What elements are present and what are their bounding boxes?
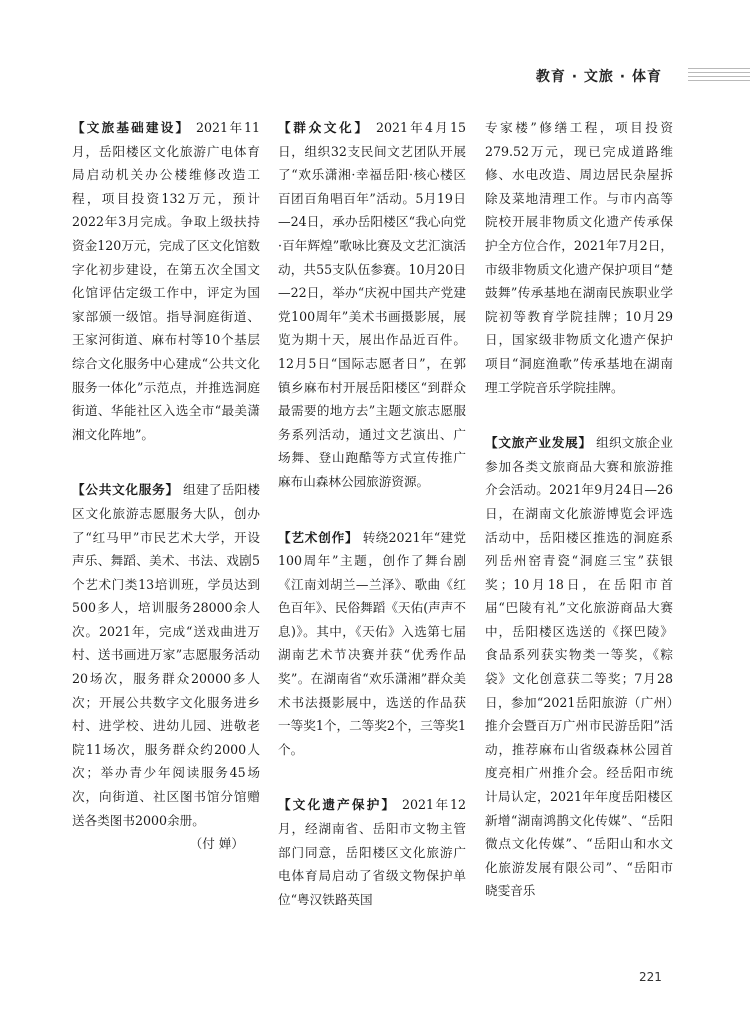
- header-decorative-stripes: [688, 68, 750, 84]
- paragraph-text: 2021年11月，岳阳楼区文化旅游广电体育局启动机关办公楼维修改造工程，项目投资132万元，预计2022年3月完成。争取上级扶持资金120万元，完成了区文化馆数字化初步建设，在第五次全国文化馆评估定级工作中，评定为国家部颁一级馆。指导洞庭街道、王家河街道、麻布村等10个基层综合文化服务中心建成“公共文化服务一体化”示范点，并推选洞庭街道、华能社区入选全市“最美潇湘文化阵地”。: [72, 120, 260, 442]
- paragraph-heading: 【文旅产业发展】: [485, 435, 592, 451]
- paragraph-heading: 【群众文化】: [278, 120, 370, 135]
- paragraph-industry-development: [485, 431, 673, 903]
- author-signature: （付 婵）: [189, 836, 244, 852]
- paragraph-heading: 【艺术创作】: [278, 529, 359, 545]
- paragraph-text: 专家楼”修缮工程，项目投资279.52万元，现已完成道路维修、水电改造、周边居民杂屋拆除及菜地清理工作。与市内高等院校开展非物质文化遗产传承保护全方位合作，2021年7月2日，市级非物质文化遗产保护项目“楚鼓舞”传承基地在湖南民族职业学院初等教育学院挂牌；10月29日，国家级非物质文化遗产保护项目“洞庭渔歌”传承基地在湖南理工学院音乐学院挂牌。: [485, 120, 673, 395]
- column-1: [72, 116, 260, 856]
- paragraph-heading: 【文化遗产保护】: [278, 797, 397, 813]
- paragraph-heading: 【公共文化服务】: [72, 482, 179, 498]
- paragraph-art-creation: [278, 526, 466, 762]
- paragraph-text: 2021年4月15日，组织32支民间文艺团队开展了“欢乐潇湘·幸福岳阳·核心楼区百团百角唱百年”活动。5月19日—24日，承办岳阳楼区“我心向党·百年辉煌”歌咏比赛及文艺汇演活动，共55支队伍参赛。10月20日—22日，举办“庆祝中国共产党建党100周年”美术书画摄影展，展览为期十天，展出作品近百件。12月5日“国际志愿者日”，在郭镇乡麻布村开展岳阳楼区“到群众最需要的地方去”主题文旅志愿服务系列活动，通过文艺演出、广场舞、登山跑酷等方式宣传推广麻布山森林公园旅游资源。: [278, 120, 467, 489]
- paragraph-text: 组织文旅企业参加各类文旅商品大赛和旅游推介会活动。2021年9月24日—26日，在湖南文化旅游博览会评选活动中，岳阳楼区推选的洞庭系列岳州窑青瓷“洞庭三宝”获银奖；10月18日，在岳阳市首届“巴陵有礼”文化旅游商品大赛中，岳阳楼区选送的《探巴陵》食品系列获实物类一等奖，《粽袋》文化创意获二等奖；7月28日，参加“2021岳阳旅游（广州）推介会暨百万广州市民游岳阳”活动，推荐麻布山省级森林公园首度亮相广州推介会。经岳阳市统计局认定，2021年年度岳阳楼区新增“湖南鸿鹊文化传媒”、“岳阳微点文化传媒”、“岳阳山和水文化旅游发展有限公司”、“岳阳市晓雯音乐: [485, 435, 673, 899]
- paragraph-cultural-infrastructure: [72, 116, 260, 446]
- paragraph-heritage-continued: [485, 116, 673, 399]
- column-2: [278, 116, 466, 911]
- column-3: [485, 116, 673, 903]
- page-number: 221: [639, 970, 662, 984]
- paragraph-heading: 【文旅基础建设】: [72, 120, 191, 135]
- paragraph-mass-culture: [278, 116, 466, 494]
- paragraph-text: 组建了岳阳楼区文化旅游志愿服务大队，创办了“红马甲”市民艺术大学，开设声乐、舞蹈、美术、书法、戏剧5个艺术门类13培训班，学员达到500多人，培训服务28000余人次。2021年，完成“送戏曲进万村、送书画进万家”志愿服务活动20场次，服务群众20000多人次；开展公共数字文化服务进乡村、进学校、进幼儿园、进敬老院11场次，服务群众约2000人次；举办青少年阅读服务45场次，向街道、社区图书馆分馆赠送各类图书2000余册。: [72, 482, 260, 828]
- paragraph-heritage-protection: [278, 793, 466, 911]
- paragraph-public-cultural-service: [72, 478, 260, 832]
- paragraph-text: 转绕2021年“建党100周年”主题，创作了舞台剧《江南刘胡兰—兰泽》、歌曲《红色百年》、民俗舞蹈《天佑(声声不息)》。其中，《天佑》入选第七届湖南艺术节决赛并获“优秀作品奖”。在湖南省“欢乐潇湘”群众美术书法摄影展中，选送的作品获一等奖1个，二等奖2个，三等奖1个。: [278, 529, 467, 757]
- section-title: 教育 · 文旅 · 体育: [535, 69, 662, 85]
- page-header: [0, 62, 750, 92]
- paragraph-text: 2021年12月，经湖南省、岳阳市文物主管部门同意，岳阳楼区文化旅游广电体育局启动了省级文物保护单位“粤汉铁路英国: [278, 797, 466, 907]
